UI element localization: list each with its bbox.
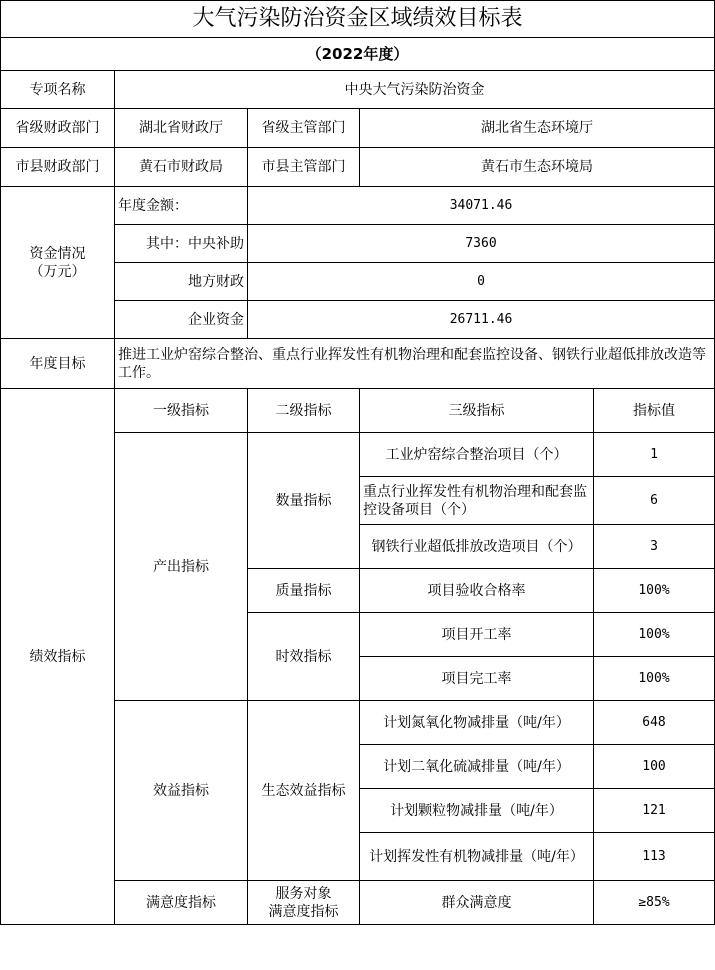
funds-label: 资金情况 （万元） (1, 187, 115, 339)
table-year: （2022年度） (1, 38, 715, 71)
indicator-name: 计划二氧化硫减排量（吨/年） (360, 745, 594, 789)
indicator-value: 100 (594, 745, 715, 789)
header-value: 指标值 (594, 389, 715, 433)
city-authority-label: 市县主管部门 (248, 148, 360, 187)
indicator-value: 6 (594, 477, 715, 525)
indicator-value: 100% (594, 613, 715, 657)
special-item-label: 专项名称 (1, 71, 115, 109)
fund-row-value: 0 (248, 263, 715, 301)
performance-label: 绩效指标 (1, 389, 115, 925)
table-title: 大气污染防治资金区域绩效目标表 (1, 1, 715, 38)
provincial-finance-value: 湖北省财政厅 (115, 109, 248, 148)
indicator-name: 计划挥发性有机物减排量（吨/年） (360, 833, 594, 881)
level1-benefit: 效益指标 (115, 701, 248, 881)
level2-quality: 质量指标 (248, 569, 360, 613)
fund-row-label: 年度金额： (115, 187, 248, 225)
indicator-name: 计划氮氧化物减排量（吨/年） (360, 701, 594, 745)
indicator-value: 1 (594, 433, 715, 477)
indicator-name: 项目开工率 (360, 613, 594, 657)
indicator-name: 重点行业挥发性有机物治理和配套监控设备项目（个） (360, 477, 594, 525)
special-item-value: 中央大气污染防治资金 (115, 71, 715, 109)
indicator-name: 项目完工率 (360, 657, 594, 701)
fund-row-label: 其中：中央补助 (115, 225, 248, 263)
indicator-value: 100% (594, 657, 715, 701)
indicator-value: ≥85% (594, 881, 715, 925)
fund-row-value: 7360 (248, 225, 715, 263)
fund-row-value: 26711.46 (248, 301, 715, 339)
level1-output: 产出指标 (115, 433, 248, 701)
level2-timeliness: 时效指标 (248, 613, 360, 701)
indicator-value: 3 (594, 525, 715, 569)
fund-row-value: 34071.46 (248, 187, 715, 225)
indicator-value: 648 (594, 701, 715, 745)
indicator-name: 计划颗粒物减排量（吨/年） (360, 789, 594, 833)
city-finance-value: 黄石市财政局 (115, 148, 248, 187)
annual-goal-label: 年度目标 (1, 339, 115, 389)
provincial-finance-label: 省级财政部门 (1, 109, 115, 148)
header-level1: 一级指标 (115, 389, 248, 433)
provincial-authority-value: 湖北省生态环境厅 (360, 109, 715, 148)
indicator-value: 121 (594, 789, 715, 833)
header-level2: 二级指标 (248, 389, 360, 433)
level2-eco: 生态效益指标 (248, 701, 360, 881)
indicator-name: 钢铁行业超低排放改造项目（个） (360, 525, 594, 569)
indicator-value: 113 (594, 833, 715, 881)
indicator-name: 项目验收合格率 (360, 569, 594, 613)
indicator-name: 工业炉窑综合整治项目（个） (360, 433, 594, 477)
level2-quantity: 数量指标 (248, 433, 360, 569)
header-level3: 三级指标 (360, 389, 594, 433)
level2-service-satisfaction: 服务对象 满意度指标 (248, 881, 360, 925)
fund-row-label: 企业资金 (115, 301, 248, 339)
city-finance-label: 市县财政部门 (1, 148, 115, 187)
indicator-value: 100% (594, 569, 715, 613)
provincial-authority-label: 省级主管部门 (248, 109, 360, 148)
level1-satisfaction: 满意度指标 (115, 881, 248, 925)
annual-goal-text: 推进工业炉窑综合整治、重点行业挥发性有机物治理和配套监控设备、钢铁行业超低排放改造等工作。 (115, 339, 715, 389)
fund-row-label: 地方财政 (115, 263, 248, 301)
indicator-name: 群众满意度 (360, 881, 594, 925)
city-authority-value: 黄石市生态环境局 (360, 148, 715, 187)
